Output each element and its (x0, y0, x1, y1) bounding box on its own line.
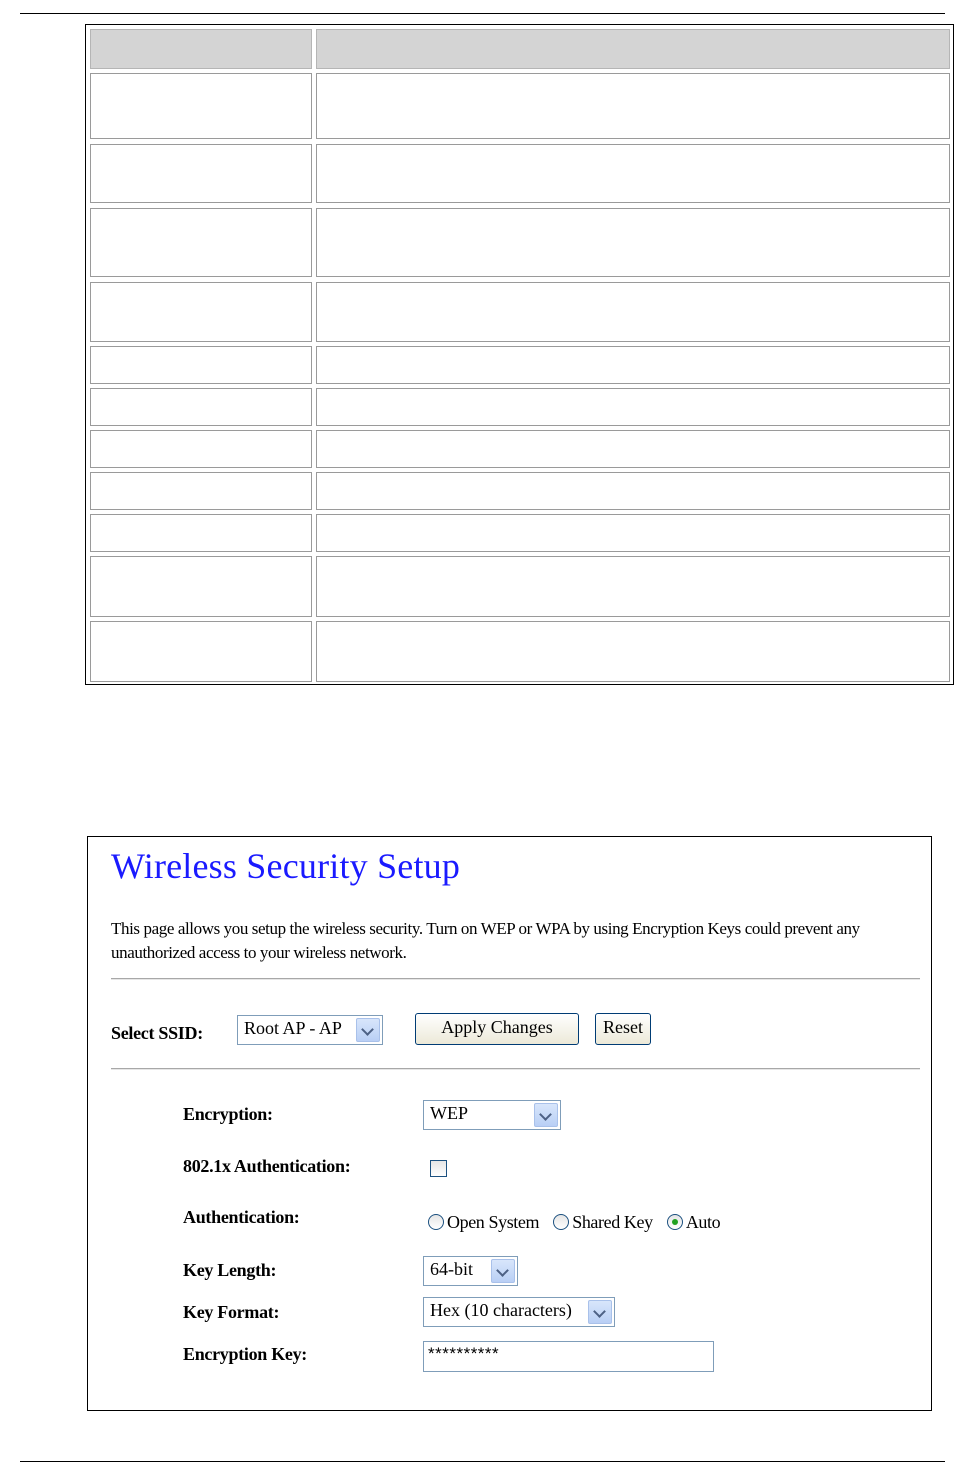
encryption-select-value: WEP (430, 1103, 468, 1123)
ssid-select-value: Root AP - AP (244, 1018, 342, 1038)
table-cell (316, 208, 950, 277)
reset-button[interactable]: Reset (595, 1013, 651, 1045)
table-cell (90, 282, 312, 342)
table-cell (316, 514, 950, 552)
key-length-label: Key Length: (183, 1260, 277, 1280)
table-cell (316, 472, 950, 510)
table-cell (316, 346, 950, 384)
bottom-rule (20, 1461, 945, 1462)
table-cell (316, 430, 950, 468)
table-header-cell (90, 29, 312, 69)
key-format-select-value: Hex (10 characters) (430, 1300, 572, 1320)
auth-8021x-checkbox[interactable] (430, 1160, 447, 1177)
table-cell (90, 472, 312, 510)
encryption-select[interactable] (423, 1100, 561, 1130)
table-cell (316, 388, 950, 426)
chevron-down-icon[interactable] (534, 1103, 558, 1127)
radio-button[interactable] (428, 1214, 444, 1230)
table-cell (316, 282, 950, 342)
description-table (85, 24, 954, 685)
select-ssid-label: Select SSID: (111, 1023, 203, 1043)
table-cell (90, 208, 312, 277)
auth-option-shared-key[interactable] (553, 1212, 652, 1233)
chevron-down-icon[interactable] (491, 1259, 515, 1283)
auth-option-label: Shared Key (572, 1212, 653, 1233)
top-rule (20, 13, 945, 14)
key-format-select[interactable] (423, 1297, 615, 1327)
apply-changes-button[interactable]: Apply Changes (415, 1013, 579, 1045)
encryption-key-input[interactable]: ********** (423, 1341, 714, 1372)
table-cell (90, 346, 312, 384)
wireless-security-panel (87, 836, 932, 1411)
table-cell (90, 144, 312, 203)
divider (111, 1068, 920, 1070)
key-format-label: Key Format: (183, 1302, 280, 1322)
table-cell (316, 144, 950, 203)
auth-option-open-system[interactable] (428, 1212, 539, 1233)
page-description: This page allows you setup the wireless security. Turn on WEP or WPA by using Encryption Keys could prevent any unauthorized access to your wireless network. (111, 919, 860, 962)
divider (111, 978, 920, 980)
ssid-select[interactable] (237, 1015, 383, 1045)
authentication-radio-group (428, 1211, 730, 1233)
radio-button[interactable] (553, 1214, 569, 1230)
chevron-down-icon[interactable] (356, 1018, 380, 1042)
radio-button-selected[interactable] (667, 1214, 683, 1230)
table-cell (90, 621, 312, 682)
encryption-key-label: Encryption Key: (183, 1344, 307, 1364)
auth-option-label: Auto (685, 1212, 721, 1233)
table-cell (90, 430, 312, 468)
table-cell (316, 73, 950, 139)
table-cell (90, 73, 312, 139)
table-cell (90, 514, 312, 552)
auth-8021x-label: 802.1x Authentication: (183, 1156, 351, 1176)
auth-option-auto[interactable] (667, 1212, 720, 1233)
table-header-cell (316, 29, 950, 69)
auth-option-label: Open System (447, 1212, 540, 1233)
page-title: Wireless Security Setup (111, 846, 461, 886)
encryption-label: Encryption: (183, 1104, 273, 1124)
key-length-select-value: 64-bit (430, 1259, 473, 1279)
authentication-label: Authentication: (183, 1207, 300, 1227)
table-cell (316, 556, 950, 617)
key-length-select[interactable] (423, 1256, 518, 1286)
table-cell (90, 556, 312, 617)
table-cell (316, 621, 950, 682)
table-cell (90, 388, 312, 426)
chevron-down-icon[interactable] (588, 1300, 612, 1324)
